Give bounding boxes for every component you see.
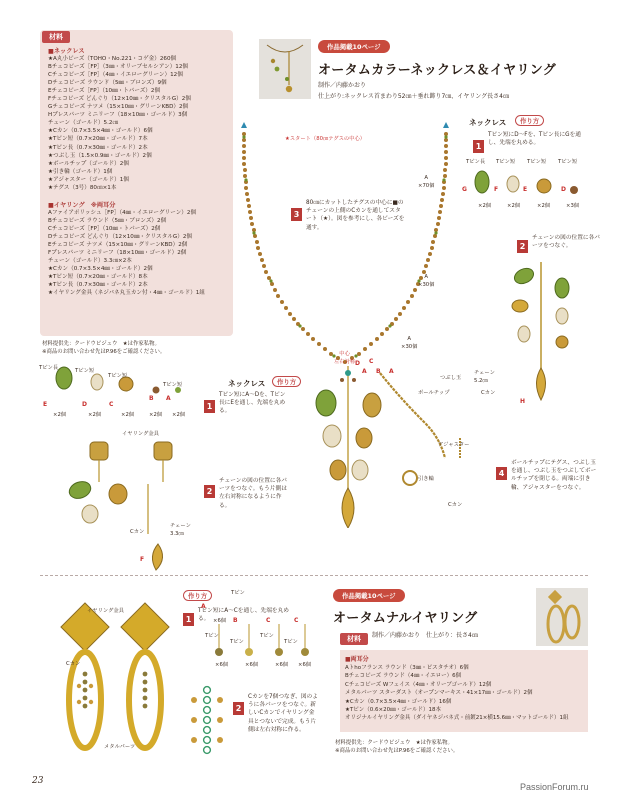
earring-materials-list	[48, 209, 205, 298]
left-pin-label-3: Tピン短	[108, 373, 128, 379]
adjuster-label: アジャスター	[438, 442, 470, 448]
bottom-page-ref-pill: 作品掲載10ページ	[333, 589, 405, 602]
start-label: ★スタート（80㎝テグスの中心）	[285, 136, 366, 142]
material-item: Eチェコビーズ［FP］（10㎜・トパーズ）2個	[48, 88, 161, 95]
necklace-diagram	[230, 118, 480, 528]
count-g: ×2個	[478, 203, 492, 209]
bottom-step1-text: Tピン短にA〜Cを通し、先端を丸める。	[198, 608, 289, 623]
right-step2-text: チェーンの図の位置に各パーツをつなぐ。	[532, 235, 600, 250]
right-step4-text: ボールチップにテグス、つぶし玉を通し、つぶし玉をつぶしてボールチップを閉じる。両端に引き輪、アジャスターをつなぐ。	[511, 460, 597, 491]
count-e: ×2個	[537, 203, 551, 209]
bottom-pin-3: Tピン	[230, 639, 244, 645]
bottom-meta: 制作／内藤かおり 仕上がり：長さ4㎝	[372, 632, 478, 639]
right-step1-text: Tピン短にD〜Fを、Tピン長にGを通し、先端を丸める。	[488, 132, 581, 147]
bottom-step1-number: 1	[183, 607, 194, 626]
material-item: Aトhoフランス ラウンド（3㎜・ピスタチオ）6個	[345, 665, 469, 671]
material-item: ★テグス（3号）80㎝×1本	[48, 184, 117, 191]
step3-number: 3	[291, 202, 302, 221]
material-item: ★Tピン長（0.7×30㎜・ゴールド）2本	[48, 282, 148, 289]
material-item: Hプレスパーツ ミニリーフ（18×10㎜・ゴールド）3個	[48, 112, 188, 119]
bottom-count-1: ×6個	[213, 618, 227, 624]
right-step2-number: 2	[517, 234, 528, 253]
left-earring-hw-label: イヤリング金具	[122, 431, 159, 437]
pin-label-f: Tピン短	[496, 159, 516, 165]
chain-5-2-label: チェーン 5.2㎝	[474, 370, 495, 384]
letter-a: A	[362, 368, 367, 375]
material-item: Aファイアポリッシュ［FP］（4㎜・イエローグリーン）2個	[48, 210, 197, 216]
left-step2-text: チェーンの図の位置に各パーツをつなぐ。もう片側は左右対称になるように作る。	[219, 478, 287, 509]
bottom-pin-4: Tピン	[260, 633, 274, 639]
section-divider	[40, 575, 588, 576]
author-credit: 制作／内藤かおり	[318, 82, 367, 89]
bottom-title: オータムナルイヤリング	[333, 611, 478, 626]
earring-materials-heading: ■イヤリング ※両耳分	[48, 202, 116, 209]
material-item: Fプレスパーツ ミニリーフ（18×10㎜・ゴールド）2個	[48, 250, 187, 257]
left-letter-f: F	[140, 556, 145, 563]
left-ckan-label: Cカン	[130, 529, 145, 535]
count-f: ×2個	[507, 203, 521, 209]
bottom-note-1: 材料提供先：クードウビジュウ ★は作家私物。	[335, 740, 453, 746]
step3-text: 80㎝にカットしたテグスの中心に■のチェーンの上側のCカンを通してスタート（★）。図を参考にし、各ビーズを通す。	[306, 200, 405, 231]
material-item: ★引き輪（ゴールド）1個	[48, 168, 113, 175]
left-count-5: ×2個	[172, 412, 186, 418]
material-item: チェーン（ゴールド）3.3㎝×2本	[48, 258, 132, 265]
letter-b: B	[376, 368, 381, 375]
letter-g: G	[462, 186, 467, 193]
left-count-4: ×2個	[149, 412, 163, 418]
material-item: ★ボールチップ（ゴールド）2個	[48, 160, 129, 167]
letter-d-right: D	[561, 186, 566, 193]
bottom-letter-b: B	[233, 617, 238, 624]
letter-e: E	[523, 186, 528, 193]
left-letter-c: C	[109, 401, 114, 408]
material-item: ★Tピン（0.6×20㎜・ゴールド）18本	[345, 707, 442, 714]
right-howto-badge: 作り方	[515, 115, 544, 126]
left-step2-number: 2	[204, 479, 215, 498]
bottom-note-2: ※商品のお問い合わせ先はP.96をご確認ください。	[335, 748, 459, 754]
right-section-title: ネックレス	[469, 118, 507, 127]
watermark: PassionForum.ru	[520, 782, 589, 792]
necklace-photo	[259, 39, 311, 99]
material-item: ★A丸小ビーズ（TOHO・No.221・コゲ金）260個	[48, 56, 177, 62]
material-item: ★Cカン（0.7×3.5×4㎜・ゴールド）2個	[48, 266, 153, 273]
material-item: チェーン（ゴールド）5.2㎝	[48, 120, 119, 127]
earring-photo	[536, 588, 588, 646]
letter-c: C	[369, 358, 374, 365]
bottom-pin-1: Tピン	[231, 590, 245, 596]
bottom-step2-diagram	[184, 682, 230, 762]
center-label: 中心 左右対称	[334, 351, 356, 365]
right-ckan-label: Cカン	[481, 390, 496, 396]
material-item: メタルパーツ スターダスト（オープンマーキス・41×17㎜・ゴールド）2個	[345, 690, 533, 697]
tubushi-label: つぶし玉	[440, 375, 462, 381]
page-ref-pill: 作品掲載10ページ	[318, 40, 390, 53]
bottom-letter-c2: C	[294, 617, 299, 624]
bottom-materials-heading: ■両耳分	[345, 656, 369, 663]
material-item: Dチェコビーズ ラウンド（5㎜・ブロンズ）9個	[48, 80, 167, 87]
bottom-pin-2: Tピン	[205, 633, 219, 639]
left-earring-diagram	[60, 434, 200, 574]
materials-note-2: ※商品のお問い合わせ先はP.96をご確認ください。	[42, 349, 166, 355]
material-item: Eチェコビーズ ナツメ（15×10㎜・グリーンKBD）2個	[48, 242, 188, 249]
bottom-step2-number: 2	[233, 696, 244, 715]
left-letter-a: A	[166, 395, 171, 402]
bottom-count-5: ×6個	[298, 662, 312, 668]
necklace-materials-heading: ■ネックレス	[48, 48, 85, 55]
right-step4-number: 4	[496, 461, 507, 480]
page-number: 23	[32, 776, 44, 786]
bottom-letter-a: A	[201, 603, 206, 610]
left-count-2: ×2個	[88, 412, 102, 418]
letter-h: H	[520, 398, 526, 405]
ckan-label: Cカン	[448, 502, 463, 508]
material-item: ★Tピン短（0.7×20㎜・ゴールド）7本	[48, 136, 148, 143]
material-item: Dチェコビーズ どんぐり（12×10㎜・クリスタルG）2個	[48, 234, 192, 241]
pin-label-g: Tピン長	[466, 159, 486, 165]
material-item: Gチェコビーズ ナツメ（15×10㎜・グリーンKBD）2個	[48, 104, 189, 111]
bottom-count-2: ×6個	[215, 662, 229, 668]
left-letter-b: B	[149, 395, 154, 402]
right-beads-row	[466, 166, 586, 202]
left-pin-label-2: Tピン短	[75, 368, 95, 374]
bottom-pin-5: Tピン	[284, 639, 298, 645]
left-count-3: ×2個	[121, 412, 135, 418]
material-item: ★Cカン（0.7×3.5×4㎜・ゴールド）16個	[345, 698, 452, 705]
material-item: ★Cカン（0.7×3.5×4㎜・ゴールド）6個	[48, 128, 153, 135]
material-item: Cチェコビーズ［FP］（4㎜・イエローグリーン）12個	[48, 72, 183, 79]
bottom-materials-tag: 材料	[340, 633, 368, 645]
a70-label: A ×70個	[418, 175, 435, 189]
pin-label-e: Tピン短	[527, 159, 547, 165]
page-title: オータムカラーネックレス＆イヤリング	[318, 63, 557, 78]
left-section-title: ネックレス	[228, 379, 266, 388]
right-step1-number: 1	[473, 134, 484, 153]
left-step1-number: 1	[204, 394, 215, 413]
bottom-count-3: ×6個	[245, 662, 259, 668]
material-item: Bチェコビーズ［FP］（3㎜・オリーブセルシアン）12個	[48, 64, 188, 71]
material-item: ★イヤリング金具（ネジバネ丸玉カン付・4㎜・ゴールド）1組	[48, 290, 205, 297]
bottom-step2-text: Cカンを7個つなぎ、図のように各パーツをつなぐ。新しいCカンでイヤリング金具とつないで完成。もう片側は左右対称に作る。	[248, 694, 318, 733]
material-item: ★Tピン短（0.7×20㎜・ゴールド）8本	[48, 274, 148, 281]
material-item: ★Tピン長（0.7×30㎜・ゴールド）2本	[48, 144, 148, 151]
count-d: ×3個	[566, 203, 580, 209]
bottom-letter-c1: C	[266, 617, 271, 624]
bottom-howto-badge: 作り方	[183, 590, 212, 601]
necklace-materials-list	[48, 55, 191, 192]
left-howto-badge: 作り方	[272, 376, 301, 387]
letter-f: F	[494, 186, 499, 193]
material-item: Bチェコビーズ ラウンド（4㎜・イエロー）6個	[345, 673, 462, 680]
finish-size: 仕上がり:ネックレス首まわり52㎝＋垂れ飾り7㎝、イヤリング長さ4㎝	[318, 93, 509, 100]
right-step2-diagram	[496, 258, 596, 408]
left-pin-label-4: Tピン短	[163, 382, 183, 388]
metal-parts-label: メタルパーツ	[104, 744, 136, 750]
material-item: Cチェコビーズ Wフェイス（4㎜・オリーブゴールド）12個	[345, 681, 492, 688]
a30-right-label: A ×30個	[418, 274, 435, 288]
bottom-ckan-label: Cカン	[66, 661, 81, 667]
letter-d: D	[355, 360, 360, 367]
ball-chip-label: ボールチップ	[418, 390, 450, 396]
material-item: ★つぶし玉（1.5×0.9㎜・ゴールド）2個	[48, 152, 152, 159]
bottom-materials-list	[345, 664, 569, 723]
material-item: Fチェコビーズ どんぐり（12×10㎜・クリスタルG）2個	[48, 96, 191, 103]
material-item: ★アジャスター（ゴールド）1個	[48, 176, 129, 183]
left-pin-label-1: Tピン長	[39, 365, 59, 371]
bottom-count-4: ×6個	[275, 662, 289, 668]
materials-tag: 材料	[42, 31, 70, 43]
letter-a2: A	[389, 368, 394, 375]
material-item: Bチェコビーズ ラウンド（5㎜・ブロンズ）2個	[48, 218, 167, 225]
left-letter-e: E	[43, 401, 48, 408]
material-item: Cチェコビーズ［FP］（10㎜・トパーズ）2個	[48, 226, 161, 233]
pin-label-d: Tピン短	[558, 159, 578, 165]
a30-bottom-label: A ×30個	[401, 336, 418, 350]
clasp-label: 引き輪	[418, 476, 434, 482]
bottom-earring-hw-label: イヤリング金具	[87, 608, 124, 614]
left-letter-d: D	[82, 401, 87, 408]
materials-note-1: 材料提供先：クードウビジュウ ★は作家私物。	[42, 341, 160, 347]
left-step1-text: Tピン短にA〜Dを、Tピン長にEを通し、先端を丸める。	[219, 392, 286, 415]
material-item: オリジナルイヤリング金具（ダイヤネジバネ式・前鍍21×横15.6㎜・マットゴールド）1組	[345, 715, 569, 722]
left-chain-label: チェーン 3.3㎝	[170, 523, 191, 537]
left-count-1: ×2個	[53, 412, 67, 418]
